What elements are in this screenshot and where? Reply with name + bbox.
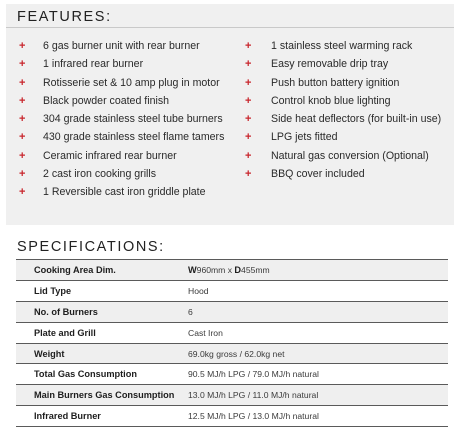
spec-key: Lid Type — [34, 285, 72, 296]
feature-item — [242, 147, 460, 165]
width-label: W — [188, 265, 197, 275]
feature-item — [242, 165, 460, 183]
plus-icon: + — [245, 76, 252, 89]
features-title: FEATURES: — [6, 6, 454, 28]
feature-item-label: Control knob blue lighting — [271, 94, 391, 107]
spec-key: Plate and Grill — [34, 327, 96, 338]
feature-item-label: 304 grade stainless steel tube burners — [43, 113, 223, 126]
dimension-separator: x — [225, 265, 235, 275]
spec-value: Cast Iron — [188, 327, 223, 338]
plus-icon: + — [19, 149, 26, 162]
feature-item — [16, 165, 246, 183]
feature-item-label: 1 stainless steel warming rack — [271, 40, 413, 52]
feature-item-label: 2 cast iron cooking grills — [43, 168, 157, 181]
feature-item — [16, 92, 246, 110]
features-right-column — [242, 37, 460, 183]
feature-item — [242, 55, 460, 73]
spec-row-cooking-area — [16, 260, 448, 281]
spec-key: Infrared Burner — [34, 411, 101, 422]
spec-row-burners — [16, 302, 448, 323]
plus-icon: + — [19, 131, 26, 144]
spec-key: No. of Burners — [34, 306, 98, 317]
feature-item-label: Easy removable drip tray — [271, 58, 389, 71]
spec-key: Cooking Area Dim. — [34, 265, 116, 275]
feature-item — [242, 92, 460, 110]
feature-item — [16, 183, 246, 201]
spec-key: Main Burners Gas Consumption — [34, 390, 175, 401]
spec-value: 90.5 MJ/h LPG / 79.0 MJ/h natural — [188, 369, 319, 380]
depth-value: 455mm — [241, 265, 270, 275]
specifications-table — [16, 259, 448, 427]
feature-item-label: 6 gas burner unit with rear burner — [43, 40, 200, 52]
feature-item-label: Side heat deflectors (for built-in use) — [271, 113, 442, 126]
feature-item-label: Rotisserie set & 10 amp plug in motor — [43, 76, 220, 89]
feature-item-label: Ceramic infrared rear burner — [43, 149, 177, 162]
feature-item — [16, 74, 246, 92]
width-value: 960mm — [196, 265, 226, 275]
feature-item-label: Push button battery ignition — [271, 76, 400, 89]
plus-icon: + — [19, 40, 26, 52]
plus-icon: + — [245, 40, 252, 52]
feature-item-label: 430 grade stainless steel flame tamers — [43, 131, 225, 144]
feature-item-label: Black powder coated finish — [43, 94, 170, 107]
feature-item — [242, 110, 460, 128]
plus-icon: + — [245, 94, 252, 107]
plus-icon: + — [245, 149, 252, 162]
spec-value: 13.0 MJ/h LPG / 11.0 MJ/h natural — [188, 390, 319, 401]
spec-key: Total Gas Consumption — [34, 369, 137, 380]
feature-item-label: 1 Reversible cast iron griddle plate — [43, 186, 206, 199]
feature-item-label: LPG jets fitted — [271, 131, 338, 144]
features-panel — [6, 4, 454, 225]
plus-icon: + — [245, 113, 252, 126]
spec-value: 69.0kg gross / 62.0kg net — [188, 348, 285, 359]
spec-row-infrared-burner — [16, 406, 448, 427]
plus-icon: + — [19, 186, 26, 199]
feature-item — [16, 55, 246, 73]
feature-item-label: BBQ cover included — [271, 168, 365, 181]
plus-icon: + — [19, 94, 26, 107]
spec-value — [178, 260, 448, 280]
features-left-column — [16, 37, 246, 202]
feature-item-label: Natural gas conversion (Optional) — [271, 149, 429, 162]
plus-icon: + — [19, 168, 26, 181]
specifications-panel — [6, 233, 454, 433]
feature-item — [242, 128, 460, 146]
spec-row-main-burners-gas — [16, 385, 448, 406]
spec-value: Hood — [188, 285, 209, 296]
spec-value: 6 — [188, 306, 193, 317]
spec-row-total-gas — [16, 364, 448, 385]
spec-value: 12.5 MJ/h LPG / 13.0 MJ/h natural — [188, 411, 319, 422]
plus-icon: + — [245, 131, 252, 144]
spec-row-lid-type — [16, 281, 448, 302]
specifications-title: SPECIFICATIONS: — [17, 239, 165, 255]
plus-icon: + — [19, 58, 26, 71]
plus-icon: + — [19, 76, 26, 89]
plus-icon: + — [245, 168, 252, 181]
feature-item — [16, 110, 246, 128]
plus-icon: + — [19, 113, 26, 126]
spec-key: Weight — [34, 348, 65, 359]
plus-icon: + — [245, 58, 252, 71]
feature-item-label: 1 infrared rear burner — [43, 58, 144, 71]
spec-row-weight — [16, 344, 448, 365]
feature-item — [16, 147, 246, 165]
feature-item — [242, 37, 460, 55]
feature-item — [16, 128, 246, 146]
feature-item — [242, 74, 460, 92]
feature-item — [16, 37, 246, 55]
spec-row-plate-grill — [16, 323, 448, 344]
depth-label: D — [234, 265, 242, 275]
